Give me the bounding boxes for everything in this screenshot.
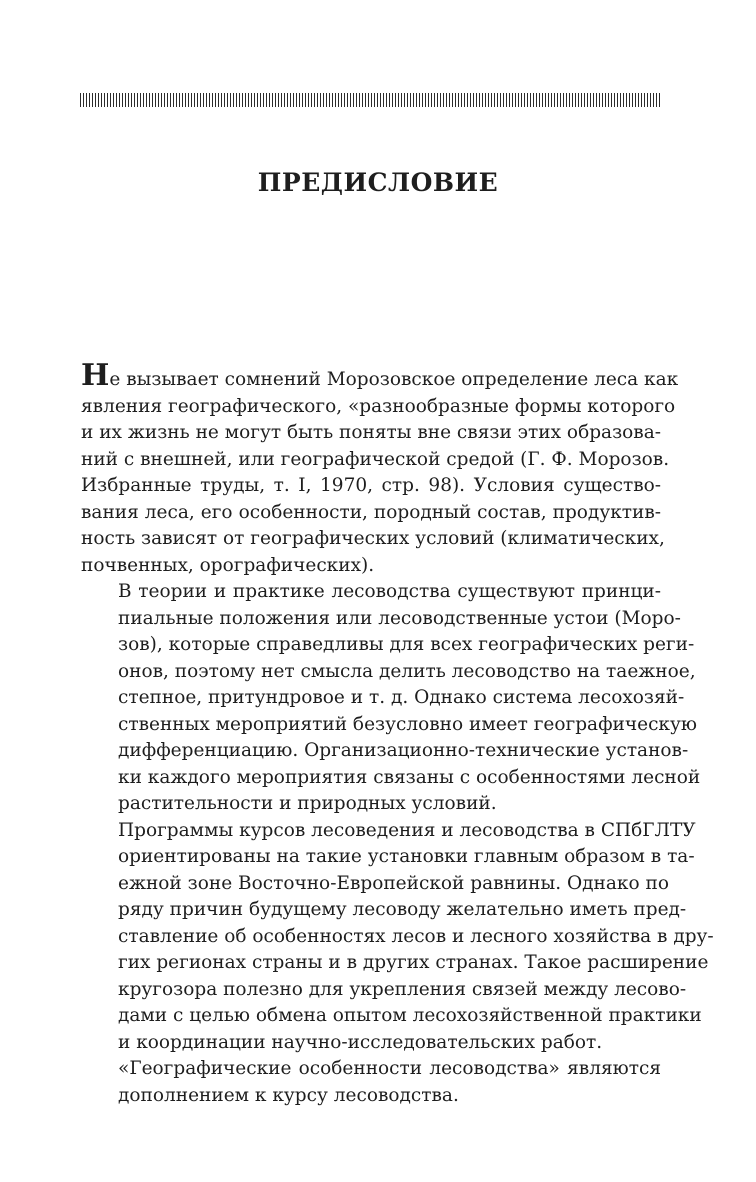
text-line: гих регионах страны и в других странах. Такое расширение bbox=[118, 952, 709, 973]
text-line: онов, поэтому нет смысла делить лесоводство на таежное, bbox=[118, 660, 696, 682]
text-line: ставление об особенностях лесов и лесного хозяйства в дру- bbox=[118, 925, 714, 947]
text-line: растительности и природных условий. bbox=[118, 793, 497, 814]
paragraph-1 bbox=[81, 358, 679, 579]
text-line: степное, притундровое и т. д. Однако система лесохозяй- bbox=[118, 687, 685, 708]
text-line: В теории и практике лесоводства существуют принци- bbox=[118, 581, 661, 602]
text-line: ежной зоне Восточно-Европейской равнины. Однако по bbox=[118, 872, 669, 894]
text-line: и координации научно-исследовательских работ. bbox=[118, 1031, 603, 1053]
text-line: «Географические особенности лесоводства» являются bbox=[118, 1058, 661, 1079]
text-line: дифференциацию. Организационно-технические установ- bbox=[118, 740, 689, 761]
text-line: ность зависят от географических условий (климатических, bbox=[81, 528, 665, 549]
paragraph-2 bbox=[81, 579, 701, 818]
body-text bbox=[81, 358, 714, 1109]
text-line: почвенных, орографических). bbox=[81, 554, 375, 576]
header-ornamental-rule bbox=[80, 93, 662, 107]
text-line: ки каждого мероприятия связаны с особенностями лесной bbox=[118, 766, 701, 788]
paragraph-3 bbox=[81, 818, 714, 1057]
text-line: ственных мероприятий безусловно имеет географическую bbox=[118, 713, 697, 735]
text-line: вания леса, его особенности, породный состав, продуктив- bbox=[81, 501, 661, 523]
text-line: зов), которые справедливы для всех географических реги- bbox=[118, 634, 695, 655]
text-line: дами с целью обмена опытом лесохозяйственной практики bbox=[118, 1005, 702, 1026]
text-line: ориентированы на такие установки главным образом в та- bbox=[118, 846, 695, 867]
text-line: Избранные труды, т. I, 1970, стр. 98). Условия существо- bbox=[81, 475, 661, 496]
text-line: ний с внешней, или географической средой (Г. Ф. Морозов. bbox=[81, 448, 670, 470]
text-line: Не вызывает сомнений Морозовское определение леса как bbox=[81, 358, 679, 393]
text-line: кругозора полезно для укрепления связей между лесово- bbox=[118, 978, 687, 1000]
drop-cap: Н bbox=[81, 358, 110, 393]
chapter-title: ПРЕДИСЛОВИЕ bbox=[257, 168, 499, 197]
text-line: явления географического, «разнообразные формы которого bbox=[81, 395, 676, 417]
text-line: и их жизнь не могут быть поняты вне связи этих образова- bbox=[81, 422, 661, 443]
text-line: ряду причин будущему лесоводу желательно иметь пред- bbox=[118, 899, 687, 920]
text-line: Программы курсов лесоведения и лесоводства в СПбГЛТУ bbox=[118, 819, 696, 841]
text-line: дополнением к курсу лесоводства. bbox=[118, 1084, 459, 1106]
text-line: пиальные положения или лесоводственные устои (Моро- bbox=[118, 607, 681, 629]
paragraph-4 bbox=[81, 1056, 661, 1109]
